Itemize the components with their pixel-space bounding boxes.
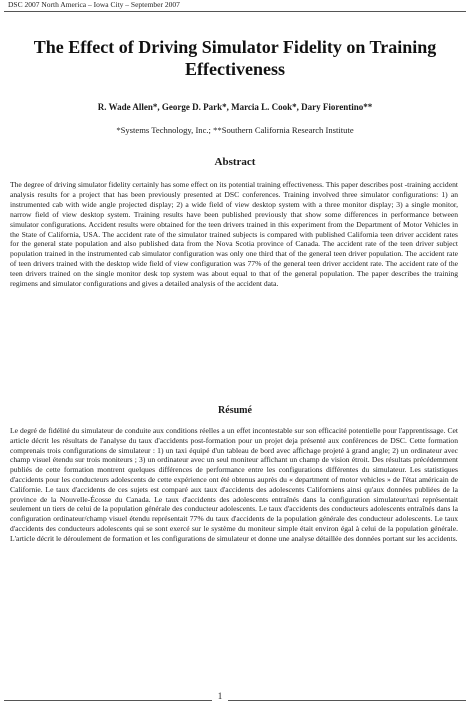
- header-rule: [4, 11, 466, 12]
- paper-title: The Effect of Driving Simulator Fidelity on Training Effectiveness: [33, 37, 437, 79]
- abstract-body: The degree of driving simulator fidelity certainly has some effect on its potential training effectiveness. This paper describes post -training accident analysis results for a project that has been previously presented at DSC conferences. Training involved three simulator configurations: 1) an instrumented cab with wide angle projected display; 2) a wide field of view desktop system with a three monitor display; 3) a single monitor, narrow field of view desktop system. Training results have been published previously that show some differences in performance between simulator configurations. Accident results were obtained for the teen drivers trained in this experiment from the Department of Motor Vehicles in the State of California, USA. The accident rate of the simulator trained subjects is compared with published California teen driver accident rates for the general state population and also published data from the Nova Scotia province of Canada. The accident rate of the teen driver subject population trained in the instrumented cab simulator configuration was only one third that of the general teen driver population. The accident rate of teen drivers trained with the desktop wide field of view configuration was 77% of the general teen driver accident rate. The accident rate of the teen drivers trained on the single monitor desk top system was about equal to that of the general population. The paper describes the training regimens and simulator configurations and gives a detailed analysis of the accident data.: [10, 180, 458, 289]
- author-list: R. Wade Allen*, George D. Park*, Marcia L. Cook*, Dary Fiorentino**: [97, 102, 373, 112]
- page-number: 1: [217, 691, 223, 701]
- footer-rule-right: [228, 700, 466, 701]
- resume-body: Le degré de fidélité du simulateur de conduite aux conditions réelles a un effet incontestable sur son efficacité potentielle pour l'apprentissage. Cet article décrit les résultats de l'analyse du taux d'accidents post-formation pour un projet deja présenté aux conférences de DSC. Cette formation comprenais trois configurations de simulateur : 1) un taxi équipé d'un tableau de bord avec affichage projeté à grand angle; 2) un ordinateur avec champ visuel étendu sur trois moniteurs ; 3) un ordinateur avec un seul moniteur affichant un champ de vision étroit. Des résultats précédemment publiés de cette formation montrent quelques différences de performance entre les configurations différentes du simulateur. Les statistiques d'accidents pour les conducteurs adolescents de cette expérience ont été obtenus auprès du « department of motor vehicles » de l'état américain de Californie. Le taux d'accidents de ces sujets est comparé aux taux d'accidents des adolescents Californiens ainsi qu'aux données publiées de la province de la Nouvelle-Écosse du Canada. Le taux d'accidents des adolescents entraînés dans la configuration simulateur/taxi représentait seulement un tiers de celui de la population générale des conducteur adolescents. Le taux d'accidents des conducteurs adolescents entraînés dans la configuration ordinateur/champ visuel étendu représentait 77% du taux d'accidents de la population générale des conducteur adolescents. Le taux d'accidents des conducteurs adolescents qui se sont exercé sur le système du moniteur simple était environ égal à celui de la population générale. L'article décrit le déroulement de formation et les configurations de simulateur et donne une analyse détaillée des données portant sur les accidents.: [10, 426, 458, 543]
- resume-heading: Résumé: [218, 405, 252, 416]
- abstract-heading: Abstract: [214, 156, 256, 168]
- footer-rule-left: [4, 700, 212, 701]
- affiliations: *Systems Technology, Inc.; **Southern California Research Institute: [116, 125, 354, 135]
- running-head: DSC 2007 North America – Iowa City – September 2007: [8, 0, 180, 9]
